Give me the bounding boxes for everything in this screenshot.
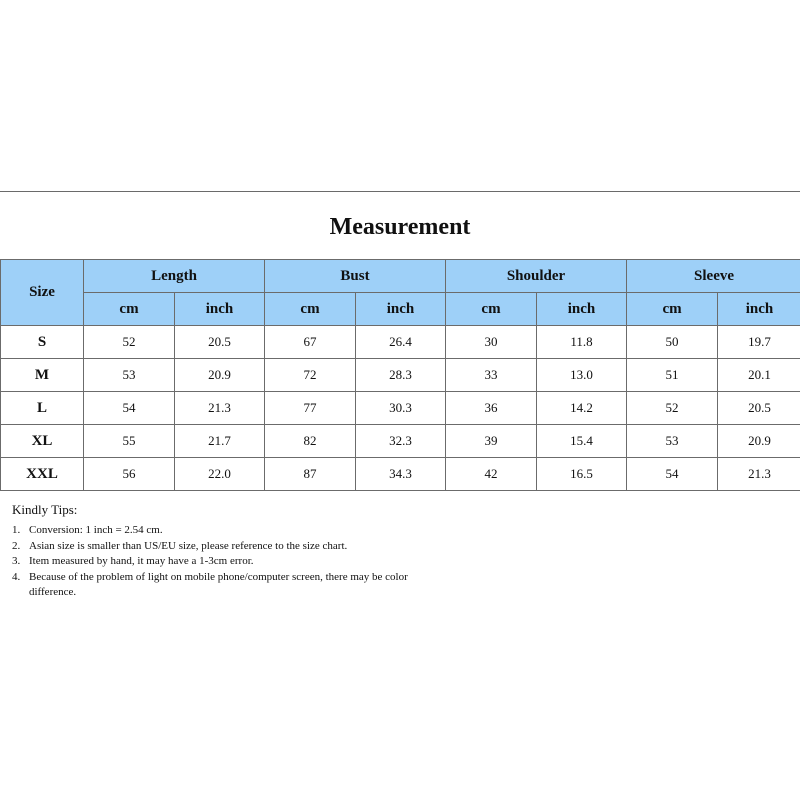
unit-header-cm: cm: [446, 293, 537, 326]
measurement-cell: 56: [84, 458, 175, 491]
measurement-cell: 53: [84, 359, 175, 392]
unit-header-cm: cm: [627, 293, 718, 326]
measurement-cell: 28.3: [356, 359, 446, 392]
tip-text: Because of the problem of light on mobile phone/computer screen, there may be color difference.: [29, 570, 408, 598]
tip-text: Item measured by hand, it may have a 1-3cm error.: [29, 555, 254, 567]
measurement-cell: 82: [265, 425, 356, 458]
size-label-cell: S: [1, 326, 84, 359]
unit-header-inch: inch: [356, 293, 446, 326]
unit-header-inch: inch: [537, 293, 627, 326]
size-label-cell: L: [1, 392, 84, 425]
group-header-length: Length: [84, 260, 265, 293]
measurement-cell: 34.3: [356, 458, 446, 491]
unit-header-cm: cm: [265, 293, 356, 326]
group-header-sleeve: Sleeve: [627, 260, 800, 293]
measurement-cell: 16.5: [537, 458, 627, 491]
unit-header-inch: inch: [175, 293, 265, 326]
tip-number: 4.: [12, 570, 21, 583]
measurement-cell: 36: [446, 392, 537, 425]
measurement-cell: 52: [627, 392, 718, 425]
measurement-cell: 20.1: [718, 359, 800, 392]
tip-number: 3.: [12, 555, 21, 567]
measurement-cell: 39: [446, 425, 537, 458]
size-chart-table: [0, 259, 800, 491]
measurement-cell: 42: [446, 458, 537, 491]
measurement-cell: 72: [265, 359, 356, 392]
measurement-cell: 21.3: [718, 458, 800, 491]
unit-header-inch: inch: [718, 293, 800, 326]
size-column-header: Size: [1, 260, 84, 326]
measurement-cell: 30.3: [356, 392, 446, 425]
measurement-cell: 20.9: [175, 359, 265, 392]
measurement-cell: 54: [84, 392, 175, 425]
measurement-cell: 54: [627, 458, 718, 491]
measurement-cell: 14.2: [537, 392, 627, 425]
measurement-cell: 20.9: [718, 425, 800, 458]
measurement-cell: 52: [84, 326, 175, 359]
tip-number: 1.: [12, 524, 21, 536]
size-label-cell: XXL: [1, 458, 84, 491]
table-row: [1, 392, 800, 425]
table-row: [1, 458, 800, 491]
measurement-cell: 11.8: [537, 326, 627, 359]
group-header-shoulder: Shoulder: [446, 260, 627, 293]
measurement-cell: 55: [84, 425, 175, 458]
table-row: [1, 425, 800, 458]
top-divider: [0, 191, 800, 192]
measurement-cell: 13.0: [537, 359, 627, 392]
measurement-cell: 87: [265, 458, 356, 491]
size-label-cell: M: [1, 359, 84, 392]
tip-text: Conversion: 1 inch = 2.54 cm.: [29, 524, 163, 536]
tip-item: [12, 539, 442, 555]
tips-heading: Kindly Tips:: [12, 502, 78, 517]
measurement-cell: 22.0: [175, 458, 265, 491]
measurement-cell: 20.5: [175, 326, 265, 359]
measurement-cell: 21.7: [175, 425, 265, 458]
tip-item: [12, 523, 442, 539]
tip-number: 2.: [12, 539, 21, 552]
page-title: Measurement: [329, 214, 471, 240]
measurement-cell: 53: [627, 425, 718, 458]
unit-header-cm: cm: [84, 293, 175, 326]
tip-item: [12, 554, 442, 570]
measurement-cell: 26.4: [356, 326, 446, 359]
measurement-cell: 32.3: [356, 425, 446, 458]
size-table-body: [1, 326, 800, 491]
size-label-cell: XL: [1, 425, 84, 458]
measurement-cell: 77: [265, 392, 356, 425]
measurement-cell: 15.4: [537, 425, 627, 458]
tip-item: [12, 570, 442, 601]
group-header-row: [1, 260, 800, 293]
measurement-cell: 33: [446, 359, 537, 392]
table-row: [1, 326, 800, 359]
table-row: [1, 359, 800, 392]
measurement-cell: 20.5: [718, 392, 800, 425]
measurement-cell: 21.3: [175, 392, 265, 425]
tips-list: [12, 523, 442, 601]
measurement-cell: 50: [627, 326, 718, 359]
measurement-cell: 19.7: [718, 326, 800, 359]
group-header-bust: Bust: [265, 260, 446, 293]
measurement-cell: 30: [446, 326, 537, 359]
measurement-cell: 67: [265, 326, 356, 359]
tip-text: Asian size is smaller than US/EU size, please reference to the size chart.: [29, 539, 348, 552]
unit-header-row: [1, 293, 800, 326]
measurement-cell: 51: [627, 359, 718, 392]
